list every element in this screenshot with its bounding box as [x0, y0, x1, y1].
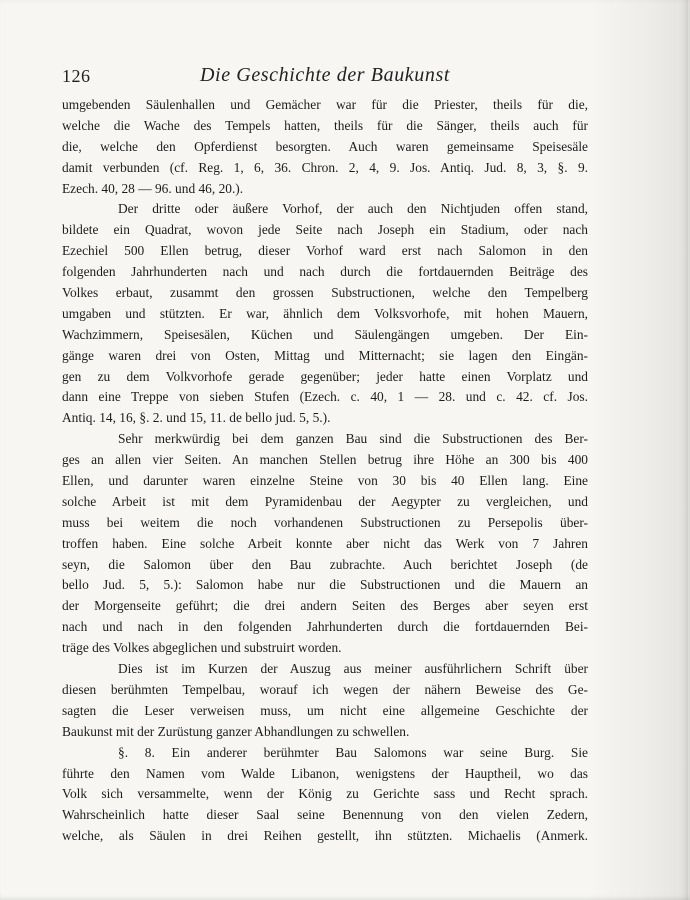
text-line: Volk sich versammelte, wenn der König zu Gerichte sass und Recht sprach. [62, 786, 588, 802]
text-line: dann eine Treppe von sieben Stufen (Ezech. c. 40, 1 — 28. und c. 42. cf. Jos. [62, 389, 588, 405]
text-line: seyn, die Salomon über den Bau zubrachte. Auch berichtet Joseph (de [62, 556, 588, 572]
text-line: Ellen, und darunter waren einzelne Steine von 30 bis 40 Ellen lang. Eine [62, 473, 588, 489]
text-line: diesen berühmten Tempelbau, worauf ich wegen der nähern Beweise des Ge- [62, 681, 588, 697]
text-line: gänge waren drei von Osten, Mittag und Mitternacht; sie lagen den Eingän- [62, 347, 588, 363]
text-line: umgebenden Säulenhallen und Gemächer war für die Priester, theils für die, [62, 97, 588, 112]
text-line: Der dritte oder äußere Vorhof, der auch den Nichtjuden offen stand, [118, 201, 588, 217]
text-line: bello Jud. 5, 5.): Salomon habe nur die Substructionen und die Mauern an [62, 577, 588, 593]
text-line: Dies ist im Kurzen der Auszug aus meiner ausführlichern Schrift über [118, 661, 588, 677]
text-line: Antiq. 14, 16, §. 2. und 15, 11. de bello jud. 5, 5.). [62, 410, 331, 426]
text-line: welche die Wache des Tempels hatten, theils für die Sänger, theils auch für [62, 117, 588, 133]
text-line: Volkes erbaut, zusammt den grossen Substructionen, welche den Tempelberg [62, 285, 588, 301]
text-line: nach und nach in den folgenden Jahrhunderten durch die fortdauernden Bei- [62, 619, 588, 635]
text-line: träge des Volkes abgeglichen und substruirt worden. [62, 640, 342, 656]
text-line: welche, als Säulen in drei Reihen gestellt, ihn stützten. Michaelis (Anmerk. [62, 828, 588, 844]
running-title: Die Geschichte der Baukunst [200, 64, 451, 86]
text-line: troffen haben. Eine solche Arbeit konnte aber nicht das Werk von 7 Jahren [62, 535, 588, 551]
text-line: die, welche den Opferdienst besorgten. Auch waren gemeinsame Speisesäle [62, 138, 588, 154]
text-line: sagten die Leser verweisen muss, um nicht eine allgemeine Geschichte der [62, 702, 588, 718]
page-header [62, 66, 582, 94]
text-line: folgenden Jahrhunderten nach und nach durch die fortdauernden Beiträge des [62, 264, 588, 280]
text-line: Wahrscheinlich hatte dieser Saal seine Benennung von den vielen Zedern, [62, 807, 588, 823]
text-line: damit verbunden (cf. Reg. 1, 6, 36. Chron. 2, 4, 9. Jos. Antiq. Jud. 8, 3, §. 9. [62, 159, 588, 175]
text-line: Baukunst mit der Zurüstung ganzer Abhandlungen zu schwellen. [62, 723, 410, 739]
text-line: gen zu dem Volkvorhofe gerade gegenüber; jeder hatte einen Vorplatz und [62, 368, 588, 384]
page-edge-shadow [588, 0, 688, 900]
text-line: Sehr merkwürdig bei dem ganzen Bau sind die Substructionen des Ber- [118, 431, 588, 447]
text-line: führte den Namen vom Walde Libanon, wenigstens der Hauptheil, wo das [62, 765, 588, 781]
text-line: Wachzimmern, Speisesälen, Küchen und Säulengängen umgeben. Der Ein- [62, 326, 588, 342]
text-line: muss bei weitem die noch vorhandenen Substructionen zu Persepolis über- [62, 514, 588, 530]
text-line: solche Arbeit ist mit dem Pyramidenbau der Aegypter zu vergleichen, und [62, 493, 588, 509]
text-line: der Morgenseite geführt; die drei andern Seiten des Berges aber seyen erst [62, 598, 588, 614]
text-line: ges an allen vier Seiten. An manchen Stellen betrug ihre Höhe an 300 bis 400 [62, 452, 588, 468]
text-line: Ezech. 40, 28 — 96. und 46, 20.). [62, 180, 244, 196]
text-line: umgaben und stützten. Er war, ähnlich dem Volksvorhofe, mit hohen Mauern, [62, 305, 588, 321]
text-line: §. 8. Ein anderer berühmter Bau Salomons war seine Burg. Sie [118, 744, 588, 760]
text-line: Ezechiel 500 Ellen betrug, dieser Vorhof ward erst nach Salomon in den [62, 243, 588, 259]
text-line: bildete ein Quadrat, wovon jede Seite nach Joseph ein Stadium, oder nach [62, 222, 588, 238]
body-text [62, 95, 588, 847]
page-number: 126 [62, 66, 91, 86]
